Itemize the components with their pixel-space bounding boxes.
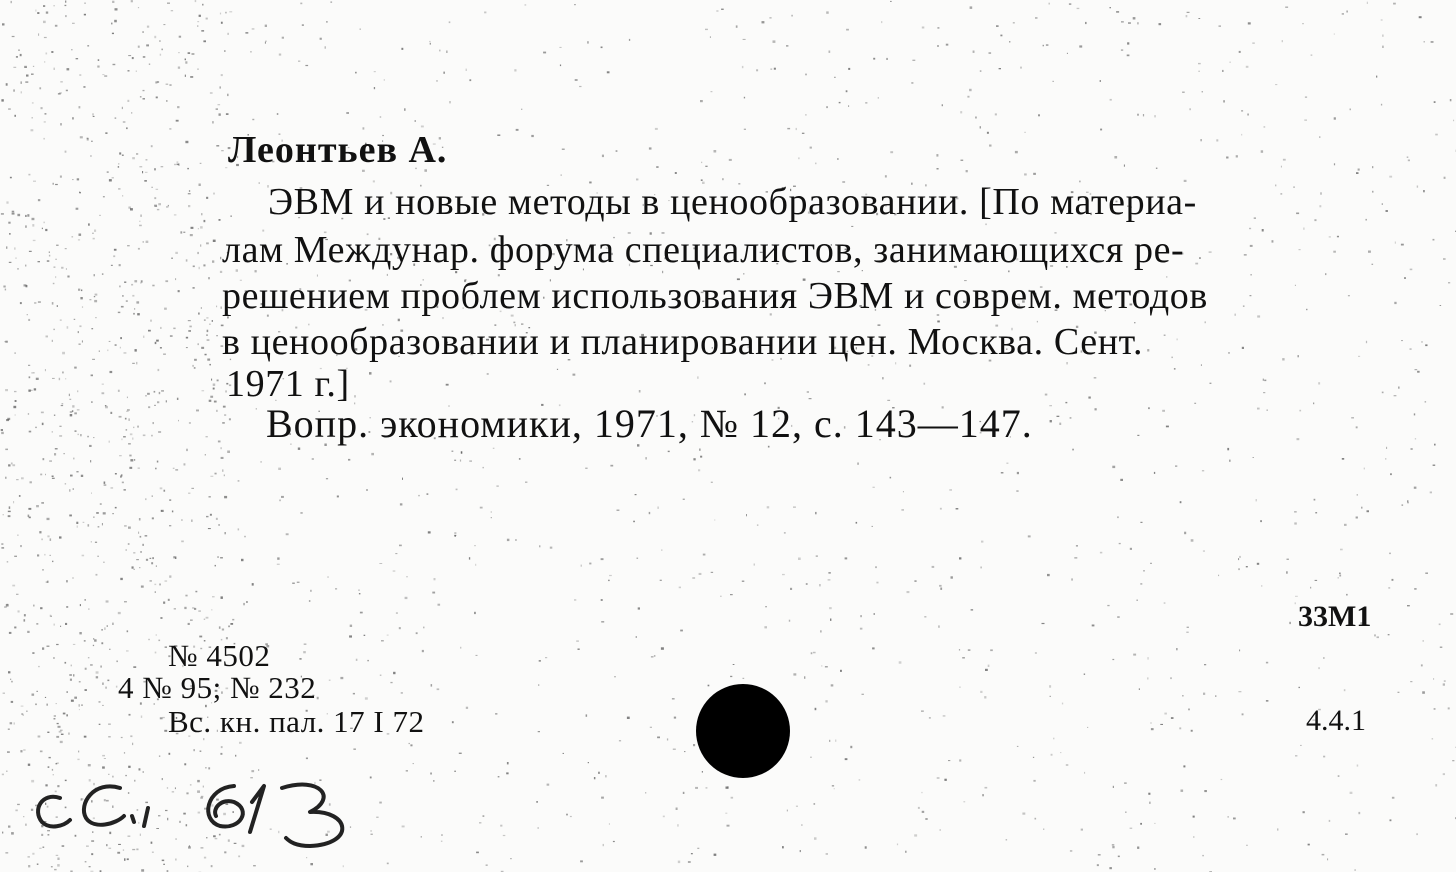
accession-number: № 4502 xyxy=(168,638,271,673)
title-line: лам Междунар. форума специалистов, занимающихся ре- xyxy=(222,229,1185,271)
title-line: в ценообразовании и планировании цен. Москва. Сент. xyxy=(222,321,1144,363)
classification-index: 4.4.1 xyxy=(1306,704,1366,737)
source-citation: Вопр. экономики, 1971, № 12, с. 143—147. xyxy=(266,401,1033,446)
punch-hole xyxy=(696,684,790,778)
title-line: ЭВМ и новые методы в ценообразовании. [По материа- xyxy=(268,181,1197,223)
author-name: Леонтьев А. xyxy=(228,129,448,171)
registry-date: Вс. кн. пал. 17 I 72 xyxy=(168,704,425,739)
title-line: решением проблем использования ЭВМ и соврем. методов xyxy=(222,275,1208,317)
title-line: 1971 г.] xyxy=(226,363,350,405)
classification-code: 33М1 xyxy=(1298,600,1372,633)
accession-reference: 4 № 95; № 232 xyxy=(118,670,317,705)
handwritten-stamp xyxy=(20,758,380,858)
